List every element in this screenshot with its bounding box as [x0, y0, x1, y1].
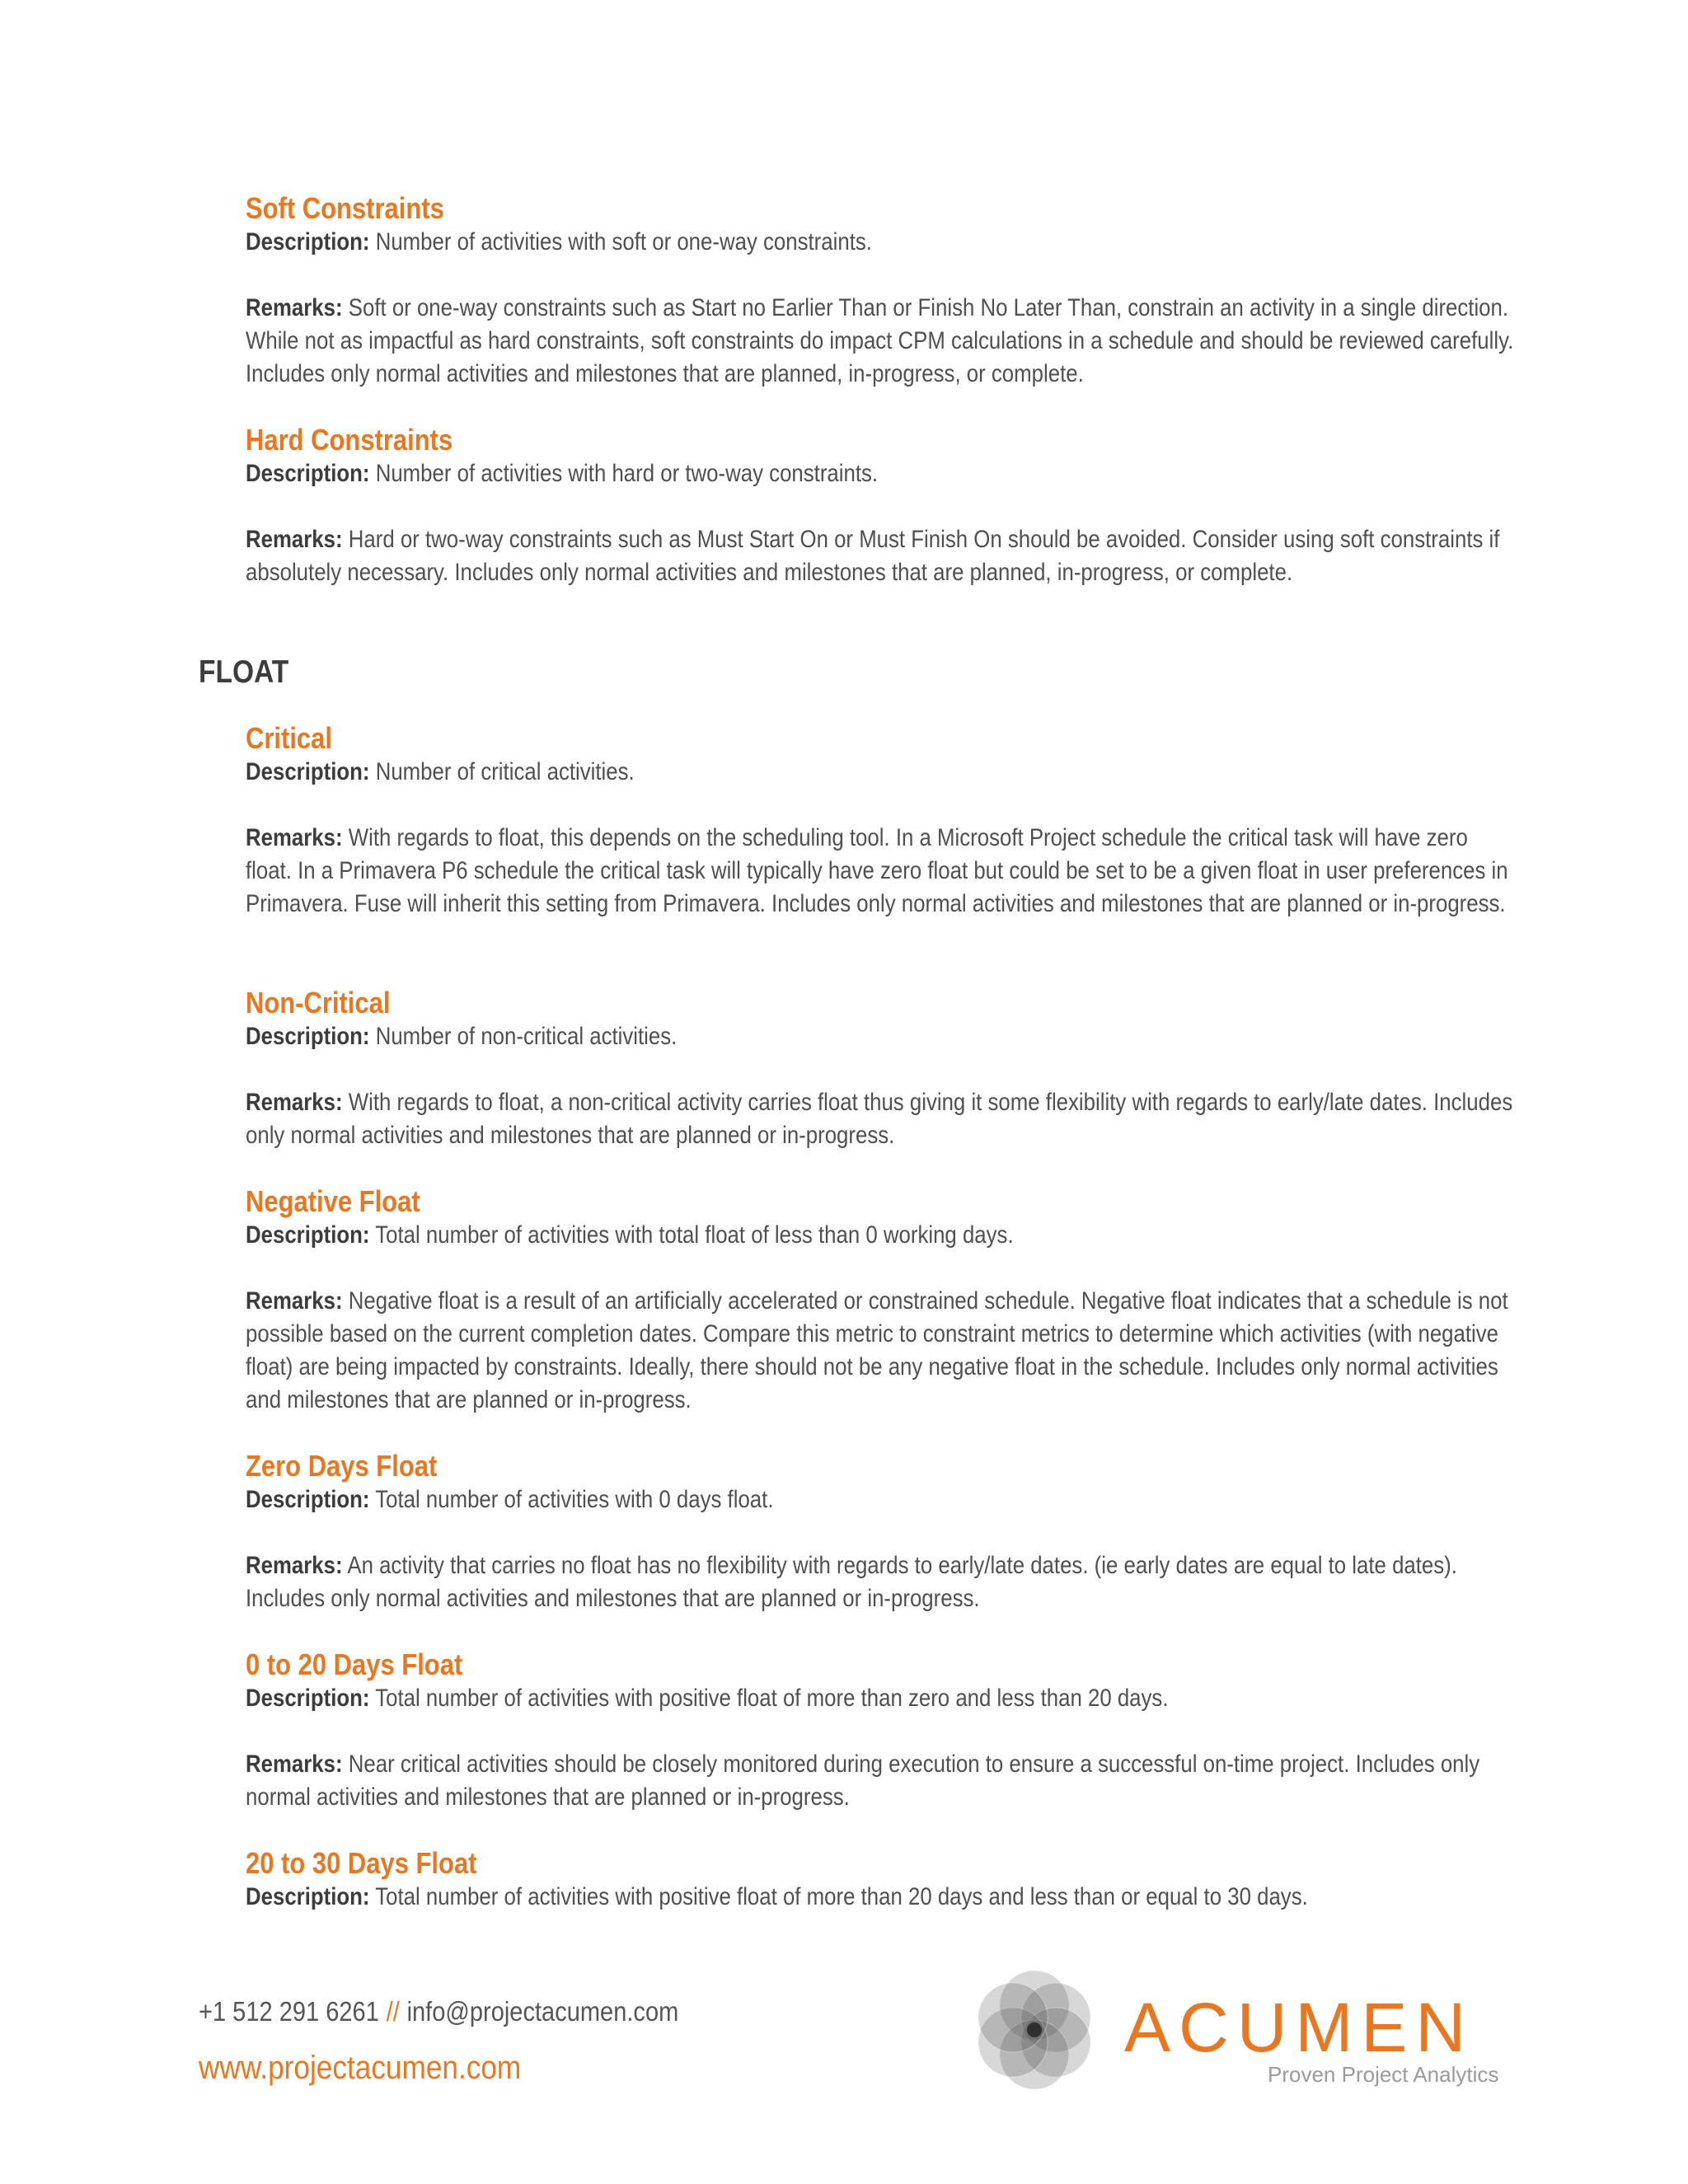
section-heading-float: FLOAT [199, 654, 289, 690]
description-paragraph: Description: Number of critical activities. [246, 758, 635, 785]
footer-contact [199, 1996, 678, 2027]
remarks-paragraph: Remarks: An activity that carries no float has no flexibility with regards to early/late dates. (ie early dates are equal to late dates). Includes only normal activities and milestones that are planned or in-progress. [246, 1552, 1457, 1612]
remarks-paragraph: Remarks: Near critical activities should be closely monitored during execution to ensure a successful on-time project. Includes only normal activities and milestones that are planned or in-progress. [246, 1750, 1480, 1811]
entry-critical [246, 721, 1515, 921]
description-paragraph: Description: Number of activities with hard or two-way constraints. [246, 460, 879, 487]
entry-title: 0 to 20 Days Float [246, 1647, 463, 1681]
description-paragraph: Description: Total number of activities with positive float of more than 20 days and less than or equal to 30 days. [246, 1883, 1308, 1910]
entry-title: Zero Days Float [246, 1449, 438, 1483]
entry-20-to-30-days-float [246, 1846, 1515, 1914]
entry-zero-days-float [246, 1449, 1515, 1615]
remarks-paragraph: Remarks: Negative float is a result of an artificially accelerated or constrained schedule. Negative float indicates that a schedule is not possible based on the current completion dates. Compare this metric to constraint metrics to determine which activities (with negative float) are being impacted by constraints. Ideally, there should not be any negative float in the schedule. Includes only normal activities and milestones that are planned or in-progress. [246, 1287, 1508, 1413]
logo-tagline: Proven Project Analytics [1268, 2062, 1499, 2087]
remarks-paragraph: Remarks: Hard or two-way constraints such as Must Start On or Must Finish On should be avoided. Consider using soft constraints if absolutely necessary. Includes only normal activities and milestones that are planned, in-progress, or complete. [246, 526, 1500, 586]
remarks-paragraph: Remarks: With regards to float, this depends on the scheduling tool. In a Microsoft Project schedule the critical task will have zero float. In a Primavera P6 schedule the critical task will typically have zero float but could be set to be a given float in user preferences in Primavera. Fuse will inherit this setting from Primavera. Includes only normal activities and milestones that are planned or in-progress. [246, 824, 1508, 917]
footer-website-link[interactable]: www.projectacumen.com [199, 2050, 522, 2086]
entry-negative-float [246, 1184, 1515, 1417]
entry-non-critical [246, 986, 1515, 1152]
footer-separator: // [386, 1996, 400, 2027]
description-paragraph: Description: Total number of activities with 0 days float. [246, 1486, 774, 1513]
entry-soft-constraints [246, 191, 1515, 391]
entry-title: 20 to 30 Days Float [246, 1846, 477, 1880]
footer-phone[interactable]: +1 512 291 6261 [199, 1996, 379, 2027]
entry-title: Critical [246, 721, 332, 755]
description-paragraph: Description: Total number of activities with total float of less than 0 working days. [246, 1221, 1014, 1249]
description-paragraph: Description: Number of non-critical activities. [246, 1023, 678, 1050]
remarks-paragraph: Remarks: Soft or one-way constraints such as Start no Earlier Than or Finish No Later Than, constrain an activity in a single direction. While not as impactful as hard constraints, soft constraints do impact CPM calculations in a schedule and should be reviewed carefully. Includes only normal activities and milestones that are planned, in-progress, or complete. [246, 294, 1514, 387]
entry-hard-constraints [246, 423, 1515, 589]
footer-email-link[interactable]: info@projectacumen.com [406, 1996, 679, 2027]
remarks-paragraph: Remarks: With regards to float, a non-critical activity carries float thus giving it some flexibility with regards to early/late dates. Includes only normal activities and milestones that are planned or in-progress. [246, 1089, 1513, 1149]
logo-wordmark: ACUMEN [1124, 1989, 1475, 2066]
entry-0-to-20-days-float [246, 1647, 1515, 1814]
entry-title: Soft Constraints [246, 191, 444, 225]
entry-title: Non-Critical [246, 986, 391, 1019]
description-paragraph: Description: Total number of activities with positive float of more than zero and less than 20 days. [246, 1685, 1169, 1712]
description-paragraph: Description: Number of activities with soft or one-way constraints. [246, 228, 872, 255]
entry-title: Hard Constraints [246, 423, 453, 457]
entry-title: Negative Float [246, 1184, 420, 1218]
overlapping-circles-icon [964, 1960, 1104, 2100]
